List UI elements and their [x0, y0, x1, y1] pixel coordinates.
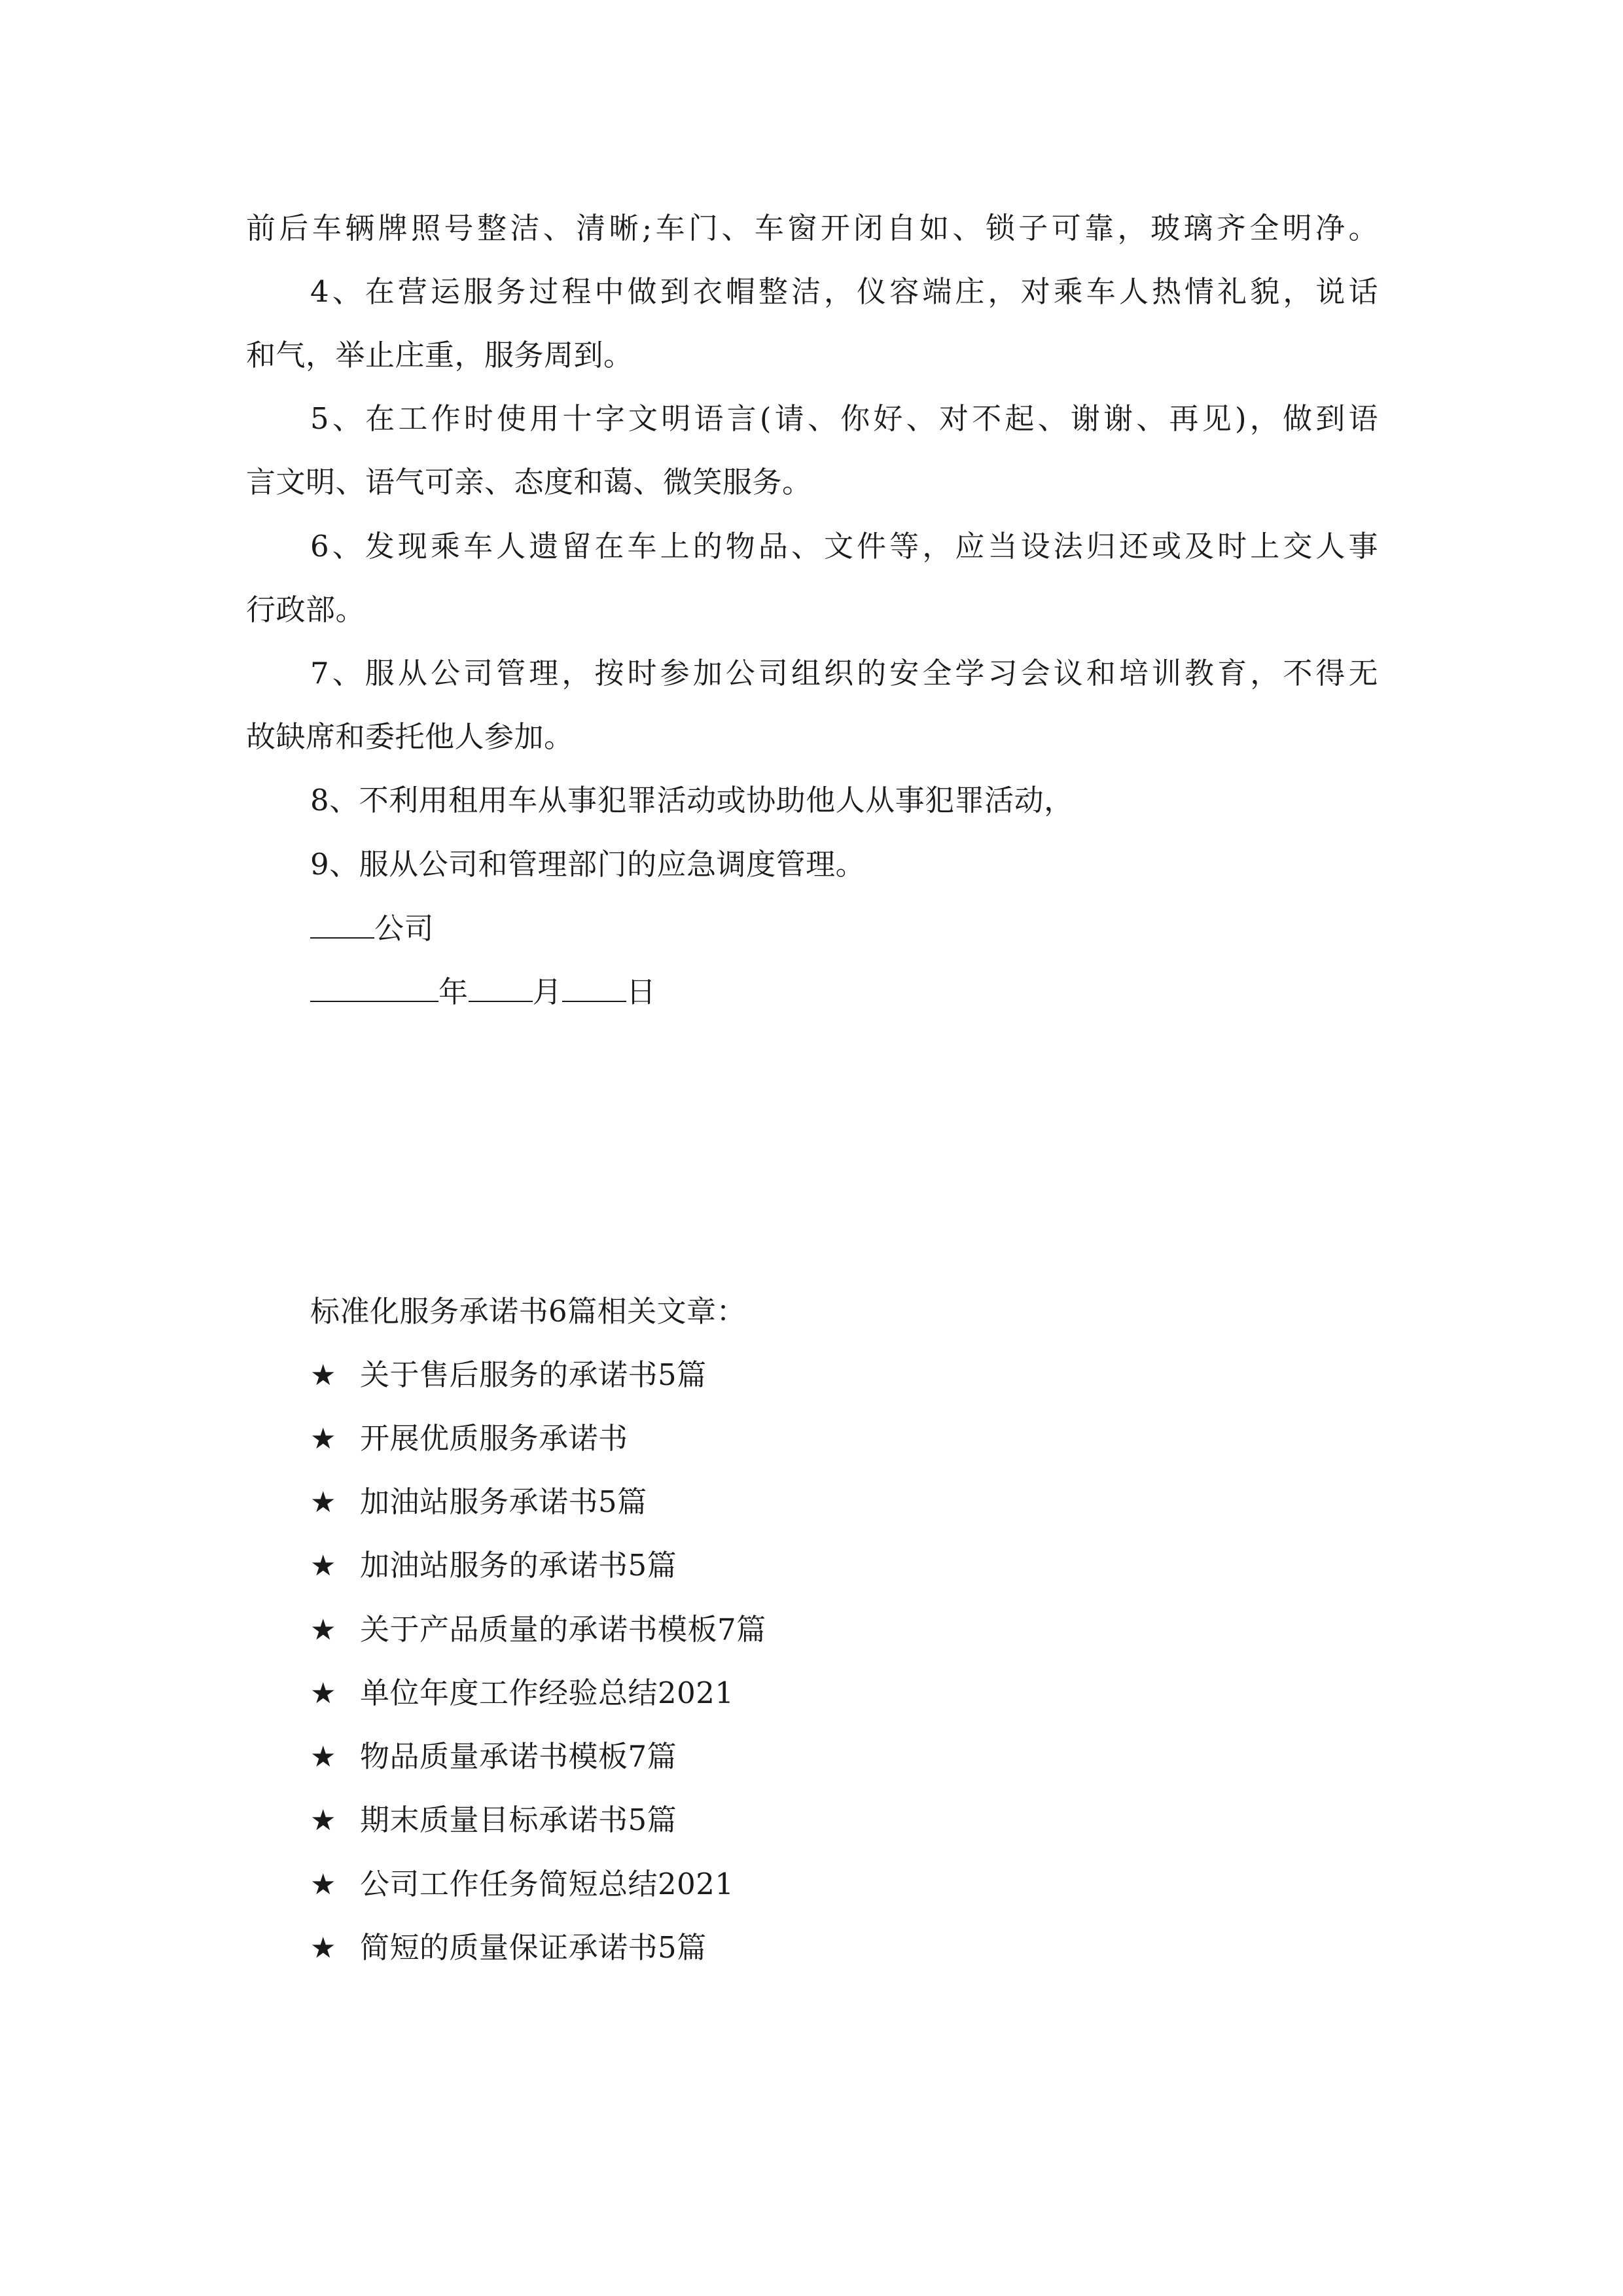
- star-icon: ★: [310, 1677, 336, 1710]
- related-link[interactable]: [310, 1865, 734, 1905]
- month-label: 月: [532, 975, 563, 1009]
- body-line: 言文明、语气可亲、态度和蔼、微笑服务。: [246, 465, 812, 499]
- star-icon: ★: [310, 1613, 336, 1647]
- company-label: 公司: [374, 911, 435, 946]
- related-link[interactable]: [310, 1737, 677, 1777]
- body-line: 8、不利用租用车从事犯罪活动或协助他人从事犯罪活动，: [310, 783, 1074, 817]
- star-icon: ★: [310, 1804, 336, 1837]
- related-link[interactable]: [310, 1610, 766, 1650]
- star-icon: ★: [310, 1740, 336, 1774]
- body-line: 故缺席和委托他人参加。: [246, 719, 574, 754]
- related-link[interactable]: [310, 1482, 647, 1522]
- related-link[interactable]: [310, 1674, 734, 1713]
- related-link-text: 加油站服务的承诺书5篇: [360, 1548, 677, 1583]
- body-line: 5、在工作时使用十字文明语言(请、你好、对不起、谢谢、再见)，做到语: [310, 401, 1378, 436]
- signature-date: [310, 972, 656, 1012]
- day-label: 日: [626, 975, 656, 1009]
- related-link-text: 关于售后服务的承诺书5篇: [360, 1357, 707, 1392]
- star-icon: ★: [310, 1486, 336, 1519]
- related-link-text: 简短的质量保证承诺书5篇: [360, 1930, 707, 1965]
- body-line: 7、服从公司管理，按时参加公司组织的安全学习会议和培训教育，不得无: [310, 656, 1378, 691]
- body-line: 4、在营运服务过程中做到衣帽整洁，仪容端庄，对乘车人热情礼貌，说话: [310, 274, 1378, 309]
- related-link-text: 公司工作任务简短总结2021: [360, 1867, 734, 1901]
- year-label: 年: [438, 975, 469, 1009]
- month-blank: [469, 972, 533, 1002]
- star-icon: ★: [310, 1422, 336, 1456]
- related-link-text: 加油站服务承诺书5篇: [360, 1484, 647, 1519]
- related-link-text: 开展优质服务承诺书: [360, 1421, 628, 1456]
- star-icon: ★: [310, 1868, 336, 1901]
- related-link[interactable]: [310, 1801, 677, 1840]
- signature-company: [310, 908, 434, 948]
- related-link[interactable]: [310, 1928, 707, 1968]
- body-line: 和气，举止庄重，服务周到。: [246, 338, 633, 372]
- star-icon: ★: [310, 1359, 336, 1392]
- star-icon: ★: [310, 1549, 336, 1583]
- body-line: 前后车辆牌照号整洁、清晰;车门、车窗开闭自如、锁子可靠，玻璃齐全明净。: [246, 211, 1378, 245]
- body-line: 9、服从公司和管理部门的应急调度管理。: [310, 847, 866, 882]
- year-blank: [310, 972, 438, 1002]
- related-heading: 标准化服务承诺书6篇相关文章：: [310, 1294, 747, 1329]
- related-link-text: 关于产品质量的承诺书模板7篇: [360, 1612, 766, 1647]
- related-link[interactable]: [310, 1419, 628, 1459]
- star-icon: ★: [310, 1931, 336, 1965]
- body-line: 6、发现乘车人遗留在车上的物品、文件等，应当设法归还或及时上交人事: [310, 529, 1378, 564]
- related-link[interactable]: [310, 1355, 707, 1395]
- related-link-text: 单位年度工作经验总结2021: [360, 1676, 734, 1710]
- related-link-text: 期末质量目标承诺书5篇: [360, 1803, 677, 1837]
- body-line: 行政部。: [246, 592, 366, 627]
- related-link-text: 物品质量承诺书模板7篇: [360, 1739, 677, 1774]
- related-link[interactable]: [310, 1546, 677, 1586]
- company-blank: [310, 908, 374, 939]
- day-blank: [562, 972, 626, 1002]
